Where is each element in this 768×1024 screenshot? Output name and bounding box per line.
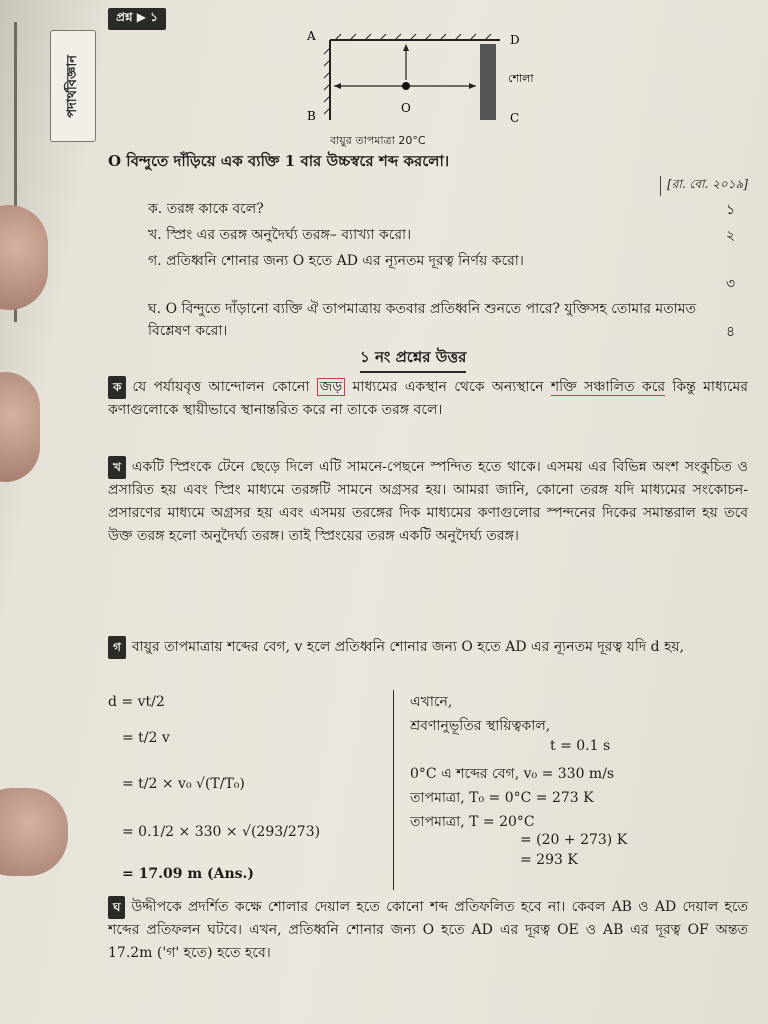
subject-tab: [50, 30, 96, 142]
part-ka: ক. তরঙ্গ কাকে বলে?: [148, 201, 264, 217]
cork-wall: [480, 44, 496, 120]
label-ka: ক: [108, 376, 126, 399]
question-stem: O বিন্দুতে দাঁড়িয়ে এক ব্যক্তি 1 বার উচ্চস্বরে শব্দ করলো।: [108, 152, 450, 170]
calc-answer: = 17.09 m (Ans.): [122, 866, 255, 882]
subject-label: পদার্থবিজ্ঞান: [64, 54, 80, 118]
part-kha: খ. স্প্রিং এর তরঙ্গ অনুদৈর্ঘ্য তরঙ্গ– ব্যাখ্যা করো।: [148, 227, 412, 243]
question-badge: প্রশ্ন ▶ ১: [108, 8, 166, 30]
calc-line: = t/2 v: [122, 730, 170, 746]
label-d: D: [510, 33, 520, 47]
calc-line: d = vt/2: [108, 694, 165, 710]
answer-kha: খ একটি স্প্রিংকে টেনে ছেড়ে দিলে এটি সামনে-পেছনে স্পন্দিত হতে থাকে। এসময় এর বিভিন্ন অংশ সংকুচিত ও প্রসারিত হয় এবং স্প্রিং মাধ্যমে তরঙ্গটি সামনে অগ্রসর হয়। আমরা জানি, কোনো তরঙ্গ যদি মাধ্যমের সংকোচন-প্রসারণের মাধ্যমে অগ্রসর হয় এবং এসময় তরঙ্গের দিক মাধ্যমের কণাগুলোর স্পন্দনের দিকের সমান্তরাল হয় তবে উক্ত তরঙ্গ হলো অনুদৈর্ঘ্য তরঙ্গ। তাই স্প্রিংয়ের তরঙ্গ একটি অনুদৈর্ঘ্য তরঙ্গ।: [108, 456, 748, 548]
label-b: B: [307, 109, 316, 123]
label-kha: খ: [108, 456, 126, 479]
content: [100, 0, 752, 1024]
label-a: A: [307, 29, 316, 43]
given-line: = (20 + 273) K: [520, 832, 628, 848]
mark-gha: ৪: [726, 324, 736, 340]
calculation-steps: [108, 690, 394, 890]
highlight-inert: জড়: [317, 378, 346, 396]
label-c: C: [510, 111, 520, 125]
given-line: তাপমাত্রা, T₀ = 0°C = 273 K: [410, 790, 594, 806]
label-o: O: [401, 101, 411, 115]
mark-ga: ৩: [726, 276, 736, 292]
label-gha: ঘ: [108, 896, 125, 919]
given-line: এখানে,: [410, 694, 453, 710]
answer-title: ১ নং প্রশ্নের উত্তর: [360, 346, 466, 373]
room-diagram: [305, 28, 565, 148]
board-source: [রা. বো. ২০১৯]: [660, 176, 748, 196]
given-line: = 293 K: [520, 852, 578, 868]
diagram-caption: বায়ুর তাপমাত্রা 20°C: [330, 134, 426, 147]
label-ga: গ: [108, 636, 126, 659]
point-o-dot: [402, 82, 410, 90]
answer-ka: ক যে পর্যায়বৃত্ত আন্দোলন কোনো জড় মাধ্যমের একস্থান থেকে অন্যস্থানে শক্তি সঞ্চালিত করে কিন্তু মাধ্যমের কণাগুলোকে স্থায়ীভাবে স্থানান্তরিত করে না তাকে তরঙ্গ বলে।: [108, 376, 748, 422]
calc-line: = 0.1/2 × 330 × √(293/273): [122, 824, 321, 840]
answer-ga-intro: গ বায়ুর তাপমাত্রায় শব্দের বেগ, v হলে প্রতিধ্বনি শোনার জন্য O হতে AD এর ন্যূনতম দূরত্ব যদি d হয়,: [108, 636, 748, 659]
label-cork: শোলা: [508, 72, 534, 85]
part-ga: গ. প্রতিধ্বনি শোনার জন্য O হতে AD এর ন্যূনতম দূরত্ব নির্ণয় করো।: [148, 253, 524, 269]
answer-gha: ঘ উদ্দীপকে প্রদর্শিত কক্ষে শোলার দেয়াল হতে কোনো শব্দ প্রতিফলিত হবে না। কেবল AB ও AD দেয়াল হতে শব্দের প্রতিফলন ঘটবে। এখন, প্রতিধ্বনি শোনার জন্য O হতে AD এর দূরত্ব OE ও AB এর দূরত্ব OF অন্তত 17.2m ('গ' হতে) হতে হবে।: [108, 896, 748, 965]
mark-kha: ২: [726, 228, 736, 244]
given-line: 0°C এ শব্দের বেগ, v₀ = 330 m/s: [410, 766, 615, 782]
given-line: তাপমাত্রা, T = 20°C: [410, 814, 535, 830]
finger: [0, 788, 68, 876]
part-gha: ঘ. O বিন্দুতে দাঁড়ানো ব্যক্তি ঐ তাপমাত্রায় কতবার প্রতিধ্বনি শুনতে পারে? যুক্তিসহ তোমার মতামত বিশ্লেষণ করো।: [148, 301, 696, 339]
calc-line: = t/2 × v₀ √(T/T₀): [122, 776, 245, 792]
finger: [0, 372, 40, 482]
underline-energy: শক্তি সঞ্চালিত করে: [550, 379, 666, 395]
given-line: শ্রবণানুভূতির স্থায়িত্বকাল,: [410, 718, 551, 734]
given-line: t = 0.1 s: [550, 738, 611, 754]
mark-ka: ১: [726, 202, 736, 218]
